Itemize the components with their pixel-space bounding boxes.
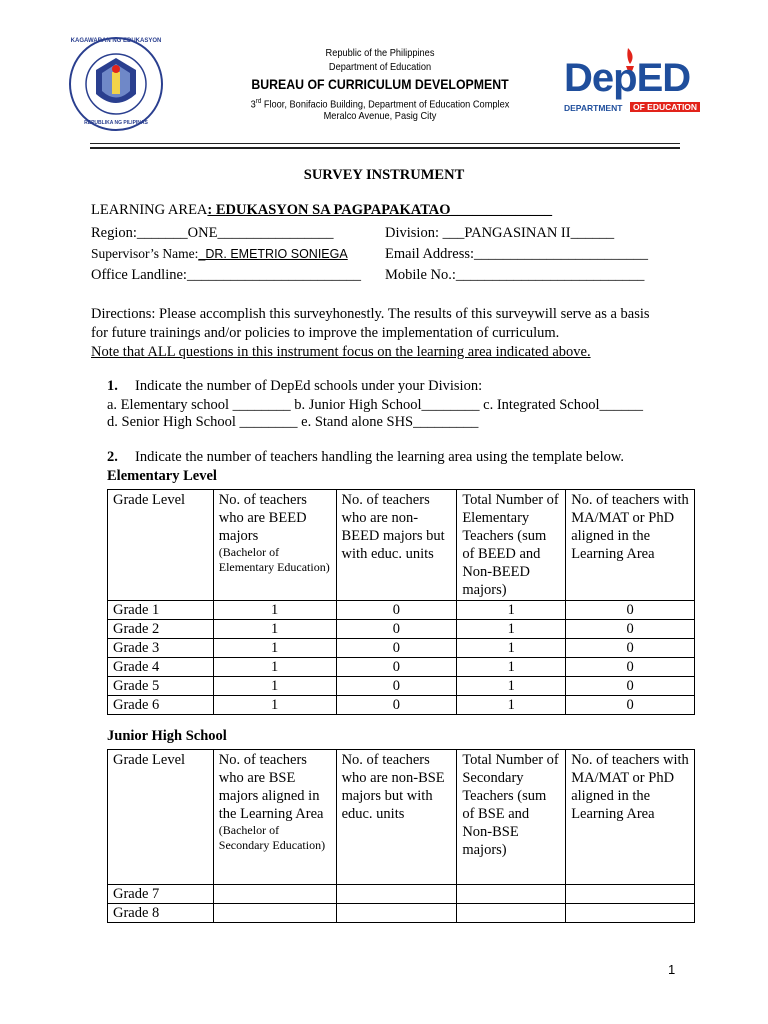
region-value: ONE________________	[187, 225, 334, 241]
directions-line-2: for future trainings and/or policies to improve the implementation of curriculum.	[91, 325, 560, 341]
value-cell[interactable]: 0	[566, 639, 695, 658]
grade-cell: Grade 7	[108, 885, 214, 904]
grade-cell: Grade 6	[108, 696, 214, 715]
header-total-elementary: Total Number of Elementary Teachers (sum of BEED and Non-BEED majors)	[457, 490, 566, 601]
value-cell[interactable]: 0	[336, 620, 457, 639]
header-non-beed: No. of teachers who are non-BEED majors but with educ. units	[336, 490, 457, 601]
page-number: 1	[668, 962, 676, 977]
junior-high-table	[107, 749, 695, 923]
elementary-heading: Elementary Level	[107, 468, 217, 484]
header-ma-phd: No. of teachers with MA/MAT or PhD aligned in the Learning Area	[566, 750, 695, 885]
directions-note: Note that ALL questions in this instrument focus on the learning area indicated above.	[91, 344, 591, 360]
header-beed: No. of teachers who are BEED majors (Bachelor of Elementary Education)	[213, 490, 336, 601]
value-cell[interactable]	[213, 904, 336, 923]
header-ma-phd: No. of teachers with MA/MAT or PhD aligned in the Learning Area	[566, 490, 695, 601]
value-cell[interactable]: 0	[566, 658, 695, 677]
elementary-header-row	[108, 490, 695, 601]
value-cell[interactable]	[457, 904, 566, 923]
table-row	[108, 885, 695, 904]
deped-wordmark: DepED	[564, 56, 691, 100]
division-line: Division: ___PANGASINAN II______	[385, 225, 615, 241]
deped-sub-right: OF EDUCATION	[630, 102, 700, 112]
value-cell[interactable]	[457, 885, 566, 904]
learning-area-line	[91, 202, 552, 219]
republic-text: Republic of the Philippines	[325, 47, 435, 59]
header-rule-thick	[90, 147, 680, 149]
junior-high-header-row	[108, 750, 695, 885]
grade-cell: Grade 5	[108, 677, 214, 696]
table-row	[108, 904, 695, 923]
supervisor-value: _DR. EMETRIO SONIEGA	[198, 247, 348, 261]
deped-sub-left: DEPARTMENT	[564, 103, 623, 113]
header-grade-level: Grade Level	[108, 490, 214, 601]
grade-cell: Grade 2	[108, 620, 214, 639]
value-cell[interactable]: 1	[457, 639, 566, 658]
header-grade-level: Grade Level	[108, 750, 214, 885]
region-line: Region:_______ONE________________	[91, 225, 334, 241]
bureau-title: BUREAU OF CURRICULUM DEVELOPMENT	[251, 76, 509, 92]
q1-line-2: d. Senior High School ________ e. Stand alone SHS_________	[107, 414, 479, 430]
value-cell[interactable]: 0	[566, 677, 695, 696]
table-row	[108, 658, 695, 677]
value-cell[interactable]: 1	[457, 620, 566, 639]
supervisor-line: Supervisor’s Name:_DR. EMETRIO SONIEGA	[91, 246, 348, 261]
value-cell[interactable]: 1	[213, 601, 336, 620]
value-cell[interactable]: 0	[566, 696, 695, 715]
value-cell[interactable]: 1	[213, 639, 336, 658]
value-cell[interactable]: 1	[457, 677, 566, 696]
seal-text-top: KAGAWARAN NG EDUKASYON	[70, 38, 162, 44]
department-text: Department of Education	[328, 61, 432, 73]
elementary-table	[107, 489, 695, 715]
seal-text-bottom: REPUBLIKA NG PILIPINAS	[84, 120, 148, 126]
q1-line-1: a. Elementary school ________ b. Junior High School________ c. Integrated School______	[107, 397, 644, 413]
grade-cell: Grade 3	[108, 639, 214, 658]
table-row	[108, 677, 695, 696]
value-cell[interactable]: 1	[457, 658, 566, 677]
value-cell[interactable]	[336, 885, 457, 904]
value-cell[interactable]: 0	[336, 601, 457, 620]
value-cell[interactable]: 0	[336, 639, 457, 658]
q2-prompt: 2. Indicate the number of teachers handling the learning area using the template below.	[107, 449, 625, 465]
q1-prompt: 1. Indicate the number of DepEd schools under your Division:	[107, 378, 483, 394]
value-cell[interactable]: 0	[566, 601, 695, 620]
table-row	[108, 601, 695, 620]
value-cell[interactable]: 0	[336, 696, 457, 715]
grade-cell: Grade 8	[108, 904, 214, 923]
junior-high-heading: Junior High School	[107, 728, 227, 744]
directions-line-1: Directions: Please accomplish this surveyhonestly. The results of this surveywill serve as a basis	[91, 306, 650, 322]
value-cell[interactable]: 1	[457, 601, 566, 620]
grade-cell: Grade 1	[108, 601, 214, 620]
mobile-line: Mobile No.:__________________________	[385, 267, 645, 283]
value-cell[interactable]	[213, 885, 336, 904]
landline-line: Office Landline:________________________	[91, 267, 361, 283]
deped-logo	[562, 44, 706, 120]
value-cell[interactable]: 0	[336, 658, 457, 677]
address-line-1: 3rd Floor, Bonifacio Building, Department of Education Complex	[250, 98, 510, 111]
value-cell[interactable]: 1	[213, 677, 336, 696]
survey-title: SURVEY INSTRUMENT	[303, 167, 465, 183]
value-cell[interactable]	[566, 904, 695, 923]
value-cell[interactable]: 1	[213, 658, 336, 677]
address-line-2: Meralco Avenue, Pasig City	[323, 110, 437, 122]
value-cell[interactable]: 1	[457, 696, 566, 715]
header-rule-thin	[90, 143, 680, 144]
value-cell[interactable]: 0	[336, 677, 457, 696]
learning-area-label: LEARNING AREA	[91, 202, 208, 218]
value-cell[interactable]	[566, 885, 695, 904]
division-value: PANGASINAN II______	[464, 225, 615, 241]
email-line: Email Address:________________________	[385, 246, 649, 262]
header-non-bse: No. of teachers who are non-BSE majors but with educ. units	[336, 750, 457, 885]
grade-cell: Grade 4	[108, 658, 214, 677]
table-row	[108, 620, 695, 639]
table-row	[108, 696, 695, 715]
deped-seal-logo	[68, 36, 164, 132]
value-cell[interactable]: 0	[566, 620, 695, 639]
learning-area-value: : EDUKASYON SA PAGPAPAKATAO______________	[207, 202, 553, 218]
table-row	[108, 639, 695, 658]
value-cell[interactable]	[336, 904, 457, 923]
value-cell[interactable]: 1	[213, 696, 336, 715]
header-bse: No. of teachers who are BSE majors aligned in the Learning Area (Bachelor of Secondary Education)	[213, 750, 336, 885]
value-cell[interactable]: 1	[213, 620, 336, 639]
header-total-secondary: Total Number of Secondary Teachers (sum of BSE and Non-BSE majors)	[457, 750, 566, 885]
